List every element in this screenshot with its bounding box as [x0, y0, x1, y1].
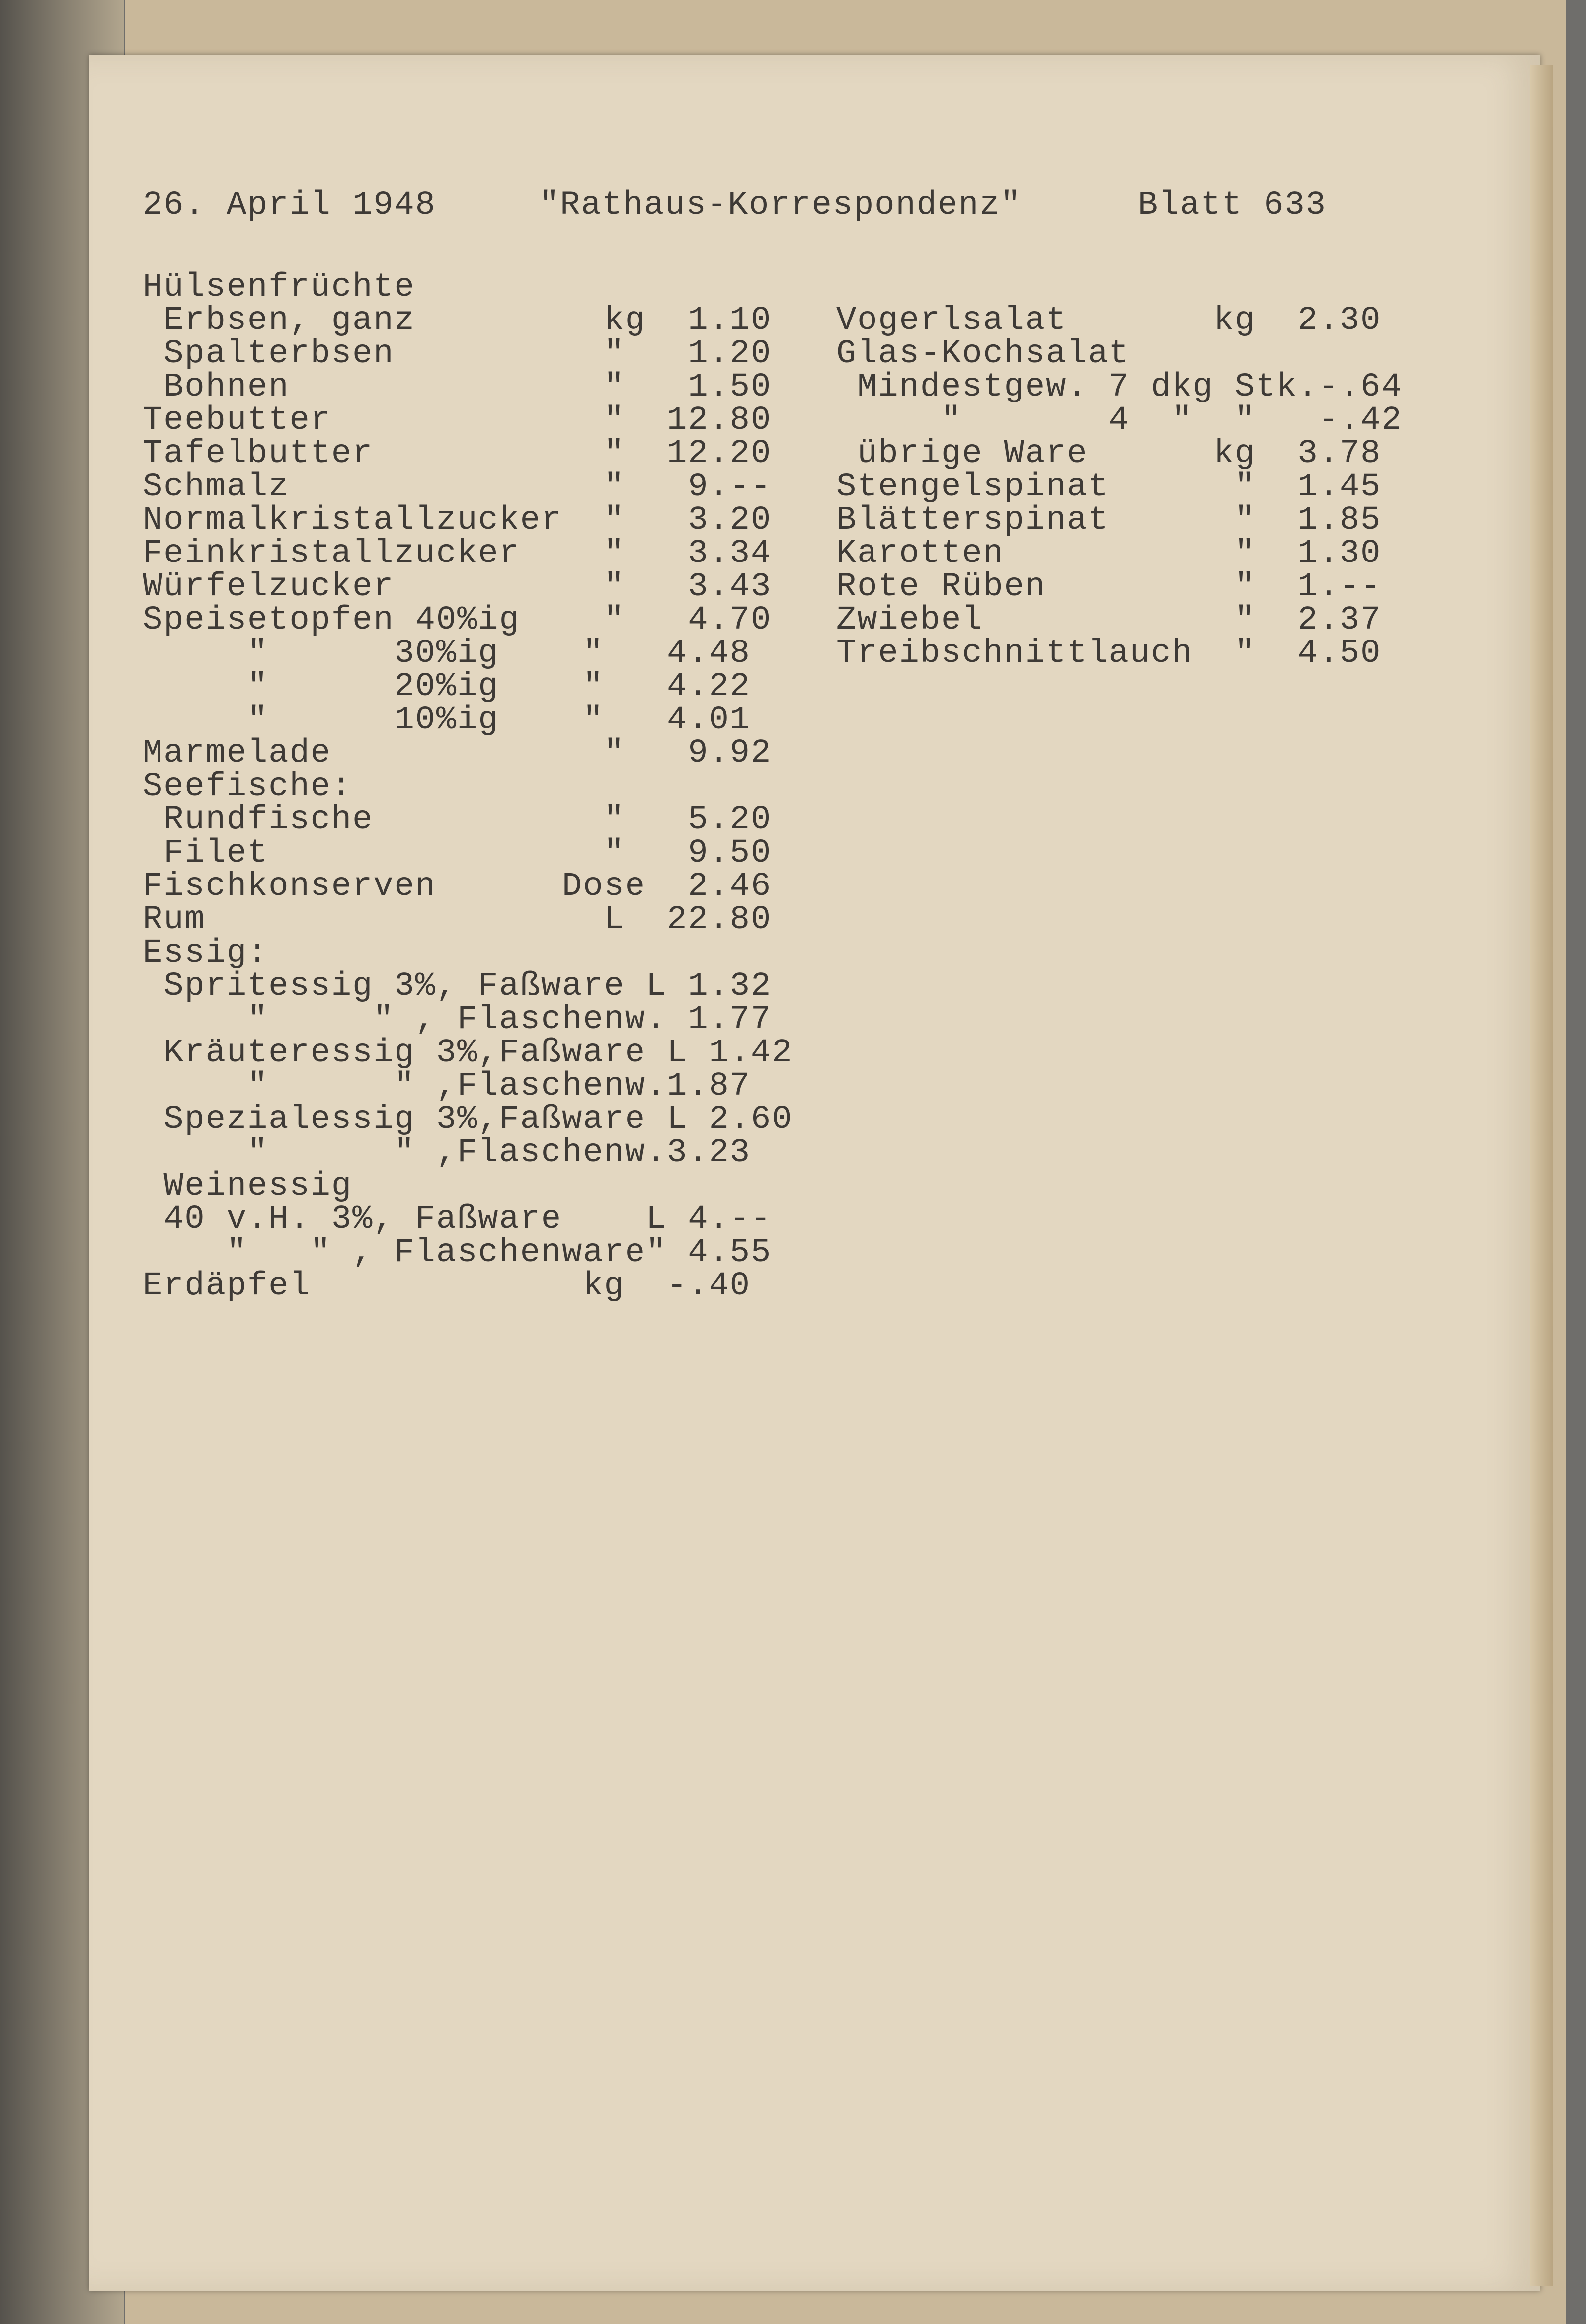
left-line: Kräuteressig 3%,Faßware L 1.42 [143, 1034, 793, 1072]
right-line: Mindestgew. 7 dkg Stk.-.64 [836, 368, 1403, 406]
left-line: Rum L 22.80 [143, 901, 772, 939]
left-line: Erbsen, ganz kg 1.10 [143, 302, 772, 339]
right-line: Treibschnittlauch " 4.50 [836, 635, 1382, 672]
left-line: Tafelbutter " 12.20 [143, 435, 772, 473]
right-line: Glas-Kochsalat [836, 335, 1130, 373]
left-line: " " , Flaschenware" 4.55 [143, 1234, 772, 1272]
right-line: Zwiebel " 2.37 [836, 601, 1382, 639]
left-line: " " , Flaschenw. 1.77 [143, 1001, 772, 1039]
header-date: 26. April 1948 [143, 186, 436, 224]
left-line: Filet " 9.50 [143, 834, 772, 872]
left-line: Spritessig 3%, Faßware L 1.32 [143, 967, 772, 1005]
left-line: " 10%ig " 4.01 [143, 701, 751, 739]
header-title: "Rathaus-Korrespondenz" [539, 186, 1022, 224]
left-line: 40 v.H. 3%, Faßware L 4.-- [143, 1201, 772, 1238]
left-line: Speisetopfen 40%ig " 4.70 [143, 601, 772, 639]
left-line: Essig: [143, 934, 269, 972]
left-line: Spalterbsen " 1.20 [143, 335, 772, 373]
right-line: Vogerlsalat kg 2.30 [836, 302, 1382, 339]
left-line: Normalkristallzucker " 3.20 [143, 501, 772, 539]
left-line: Seefische: [143, 768, 353, 805]
left-line: Marmelade " 9.92 [143, 734, 772, 772]
right-line: Rote Rüben " 1.-- [836, 568, 1382, 606]
left-line: Hülsenfrüchte [143, 268, 415, 306]
left-line: " 30%ig " 4.48 [143, 635, 751, 672]
left-line: Teebutter " 12.80 [143, 401, 772, 439]
left-line: Erdäpfel kg -.40 [143, 1267, 751, 1305]
left-line: Würfelzucker " 3.43 [143, 568, 772, 606]
right-line: Karotten " 1.30 [836, 535, 1382, 572]
right-line: Blätterspinat " 1.85 [836, 501, 1382, 539]
left-line: Schmalz " 9.-- [143, 468, 772, 506]
left-line: Bohnen " 1.50 [143, 368, 772, 406]
right-line: " 4 " " -.42 [836, 401, 1403, 439]
left-line: " " ,Flaschenw.1.87 [143, 1067, 751, 1105]
left-line: Feinkristallzucker " 3.34 [143, 535, 772, 572]
right-line: übrige Ware kg 3.78 [836, 435, 1382, 473]
left-line: " " ,Flaschenw.3.23 [143, 1134, 751, 1172]
left-line: Weinessig [143, 1167, 353, 1205]
left-line: " 20%ig " 4.22 [143, 668, 751, 706]
page-edge [1530, 65, 1553, 2286]
right-line: Stengelspinat " 1.45 [836, 468, 1382, 506]
left-line: Rundfische " 5.20 [143, 801, 772, 839]
header-sheet-number: Blatt 633 [1138, 186, 1327, 224]
left-line: Spezialessig 3%,Faßware L 2.60 [143, 1101, 793, 1138]
left-line: Fischkonserven Dose 2.46 [143, 868, 772, 905]
